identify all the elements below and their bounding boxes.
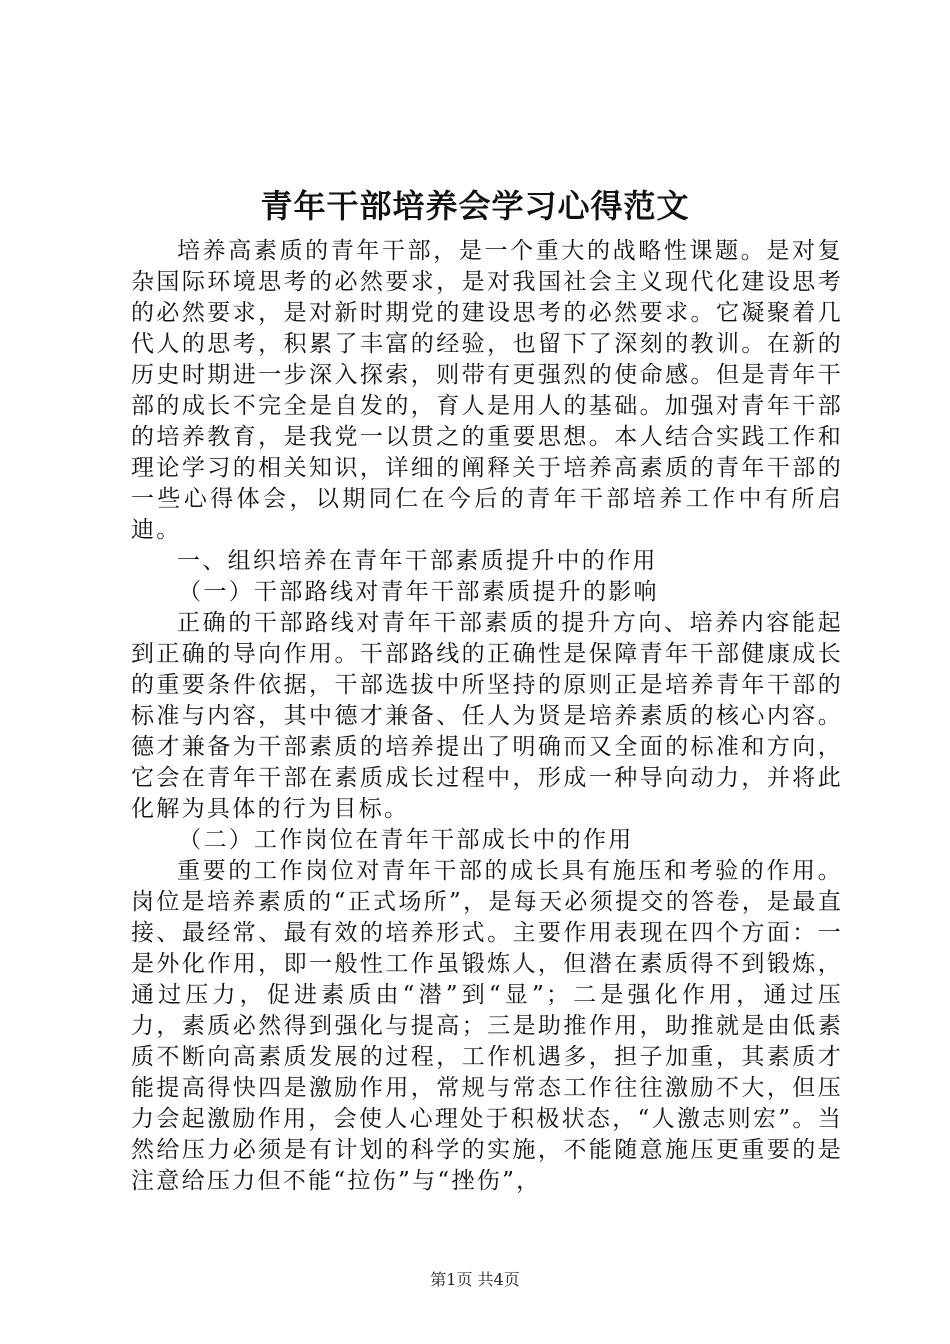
section-heading-1: 一、组织培养在青年干部素质提升中的作用 — [177, 548, 658, 574]
paragraph-cadre-line: 正确的干部路线对青年干部素质的提升方向、培养内容能起到正确的导向作用。干部路线的正确性是保障青年干部健康成长的重要条件依据，干部选拔中所坚持的原则正是培养青年干部的标准与内容，其中德才兼备、任人为贤是培养素质的核心内容。德才兼备为干部素质的培养提出了明确而又全面的标准和方向，它会在青年干部在素质成长过程中，形成一种导向动力，并将此化解为具体的行为目标。 — [131, 610, 843, 822]
paragraph-intro: 培养高素质的青年干部，是一个重大的战略性课题。是对复杂国际环境思考的必然要求，是对我国社会主义现代化建设思考的必然要求，是对新时期党的建设思考的必然要求。它凝聚着几代人的思考，积累了丰富的经验，也留下了深刻的教训。在新的历史时期进一步深入探索，则带有更强烈的使命感。但是青年干部的成长不完全是自发的，育人是用人的基础。加强对青年干部的培养教育，是我党一以贯之的重要思想。本人结合实践工作和理论学习的相关知识，详细的阐释关于培养高素质的青年干部的一些心得体会，以期同仁在今后的青年干部培养工作中有所启迪。 — [131, 238, 843, 543]
paragraph-work-post: 重要的工作岗位对青年干部的成长具有施压和考验的作用。岗位是培养素质的“正式场所”，是每天必须提交的答卷，是最直接、最经常、最有效的培养形式。主要作用表现在四个方面：一是外化作用，即一般性工作虽锻炼人，但潜在素质得不到锻炼，通过压力，促进素质由“潜”到“显”；二是强化作用，通过压力，素质必然得到强化与提高；三是助推作用，助推就是由低素质不断向高素质发展的过程，工作机遇多，担子加重，其素质才能提高得快四是激励作用，常规与常态工作往往激励不大，但压力会起激励作用，会使人心理处于积极状态，“人激志则宏”。当然给压力必须是有计划的科学的实施，不能随意施压更重要的是注意给压力但不能“拉伤”与“挫伤”， — [131, 858, 843, 1194]
subsection-heading-1: （一）干部路线对青年干部素质提升的影响 — [178, 579, 659, 605]
document-title: 青年干部培养会学习心得范文 — [260, 187, 690, 225]
subsection-heading-2: （二）工作岗位在青年干部成长中的作用 — [178, 827, 634, 853]
page-number-footer: 第1页 共4页 — [430, 1270, 520, 1289]
document-body — [131, 236, 843, 1197]
